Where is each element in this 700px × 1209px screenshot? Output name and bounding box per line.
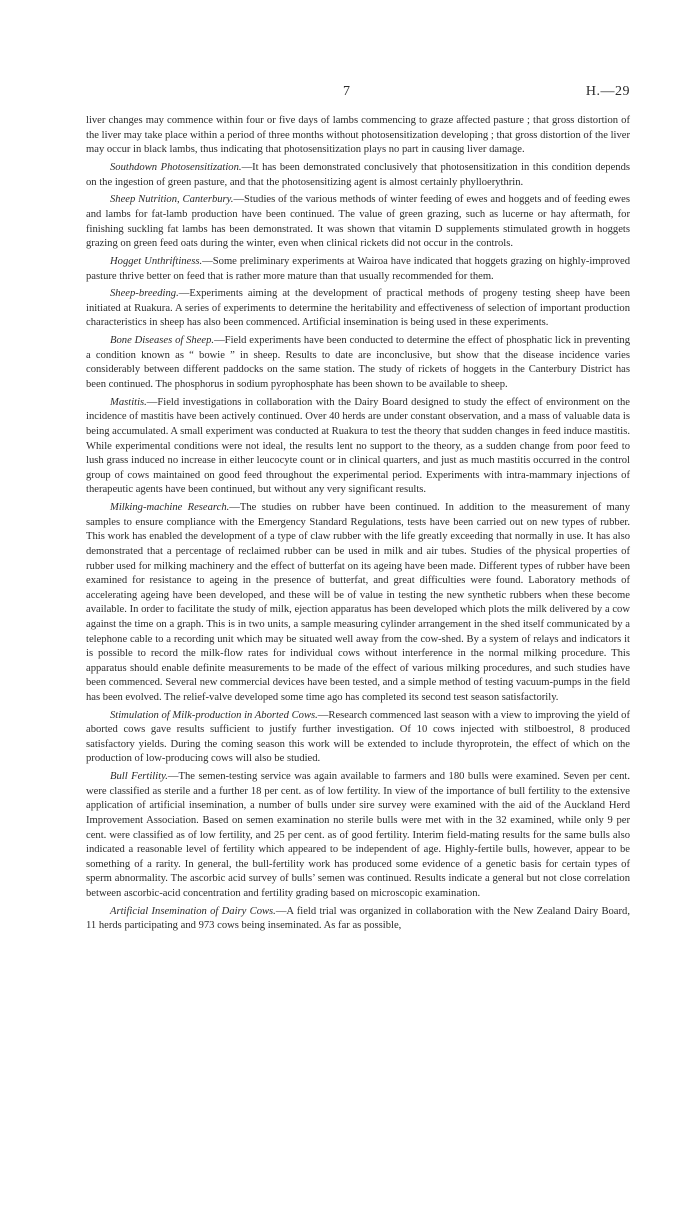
section-heading: Mastitis. (110, 396, 147, 408)
paragraph-text: —Studies of the various methods of winter feeding of ewes and hoggets and of feeding ewes and lambs for fat-lamb production have been continued. The value of green grazing, such as lucerne or hay aftermath, for finishing suckling fat lambs has been demonstrated. It was shown that vitamin D supplements stimulated growth in hoggets grazing on green feed oats during the winter, even when clinical rickets did not occur in the controls. (86, 194, 630, 250)
section-heading: Milking-machine Research. (110, 502, 230, 514)
paragraph-southdown-photosensitization (86, 161, 630, 190)
section-heading: Sheep Nutrition, Canterbury. (110, 194, 234, 206)
paragraph-bone-diseases (86, 334, 630, 392)
paragraph-sheep-breeding (86, 287, 630, 331)
paragraph-sheep-nutrition (86, 193, 630, 251)
paragraph-text: —The studies on rubber have been continued. In addition to the measurement of many samples to ensure compliance with the Emergency Standard Regulations, tests have been carried out on new types of rubber. This work has enabled the development of a type of claw rubber with the life greatly exceeding that normally in use. It has also demonstrated that a percentage of reclaimed rubber can be used in milk and air tubes. Studies of the physical properties of rubber used for milking machinery and the effect of butterfat on its ageing have been made. Different types of rubber have been examined for resistance to ageing in the presence of butterfat, and great difficulties were found. Laboratory methods of accelerating ageing have been developed, and these will be of value in testing the new synthetic rubbers when these become available. In order to facilitate the study of milk, ejection apparatus has been developed which plots the milk delivered by a cow against the time on a graph. This is in two units, a sample measuring cylinder arrangement in the shed itself communicated by a telephone cable to a recording unit which may be situated well away from the cow-shed. By a system of relays and indicators it is possible to record the milk-flow rates for individual cows without interference in the normal milking procedure. This apparatus should enable definite measurements to be made of the effect of various milking procedures, and such studies have been commenced. Several new commercial devices have been tested, and a simple method of testing vacuum-pumps in the field has been evolved. The relief-valve developed some time ago has completed its second test season satisfactorily. (86, 502, 630, 703)
paragraph-milk-production-aborted-cows (86, 709, 630, 767)
section-heading: Bull Fertility. (110, 771, 168, 783)
section-heading: Sheep-breeding. (110, 288, 179, 300)
paragraph-liver-changes (86, 114, 630, 158)
paragraph-text: —A field trial was organized in collaboration with the New Zealand Dairy Board, 11 herds participating and 973 cows being inseminated. As far as possible, (86, 905, 630, 932)
paragraph-text: —It has been demonstrated conclusively that photosensitization in this condition depends on the ingestion of green pasture, and that the photosensitizing agent is almost certainly phylloerythrin. (86, 161, 630, 188)
section-heading: Southdown Photosensitization. (110, 161, 242, 173)
paragraph-hogget-unthriftiness (86, 255, 630, 284)
document-reference: H.—29 (585, 84, 630, 99)
section-heading: Artificial Insemination of Dairy Cows. (110, 905, 276, 917)
paragraph-bull-fertility (86, 770, 630, 901)
section-heading: Bone Diseases of Sheep. (110, 335, 215, 347)
paragraph-milking-machine-research (86, 501, 630, 705)
paragraph-mastitis (86, 396, 630, 498)
page-header (0, 84, 700, 104)
page-number: 7 (343, 84, 350, 99)
paragraph-text: —Some preliminary experiments at Wairoa have indicated that hoggets grazing on highly-improved pasture thrive better on feed that is rather more mature than that usually recommended for them. (86, 255, 630, 282)
section-heading: Stimulation of Milk-production in Aborted Cows. (110, 709, 318, 721)
paragraph-artificial-insemination (86, 905, 630, 934)
paragraph-text: liver changes may commence within four or five days of lambs commencing to graze affected pasture ; that gross distortion of the liver may take place within a period of three months without photosensitization developing ; that gross distortion of the liver may occur in black lambs, thus indicating that photosensitization plays no part in causing liver damage. (86, 115, 630, 156)
paragraph-text: —Field investigations in collaboration with the Dairy Board designed to study the effect of environment on the incidence of mastitis have been actively continued. Over 40 herds are under constant observation, and a mass of valuable data is being accumulated. A small experiment was conducted at Ruakura to test the theory that sudden changes in feed induce mastitis. While experimental conditions were not ideal, the results lent no support to the theory, as a sudden change from poor feed to lush grass induced no increase in either leucocyte count or in clinical quarters, and just as much mastitis occurred in the control group of cows maintained on good feed throughout the experimental period. Experiments with intra-mammary injections of therapeutic agents have been continued, but without any very significant results. (86, 396, 630, 496)
section-heading: Hogget Unthriftiness. (110, 255, 203, 267)
paragraph-text: —Experiments aiming at the development of practical methods of progeny testing sheep have been initiated at Ruakura. A series of experiments to determine the heritability and effectiveness of selection of important production characteristics in sheep has also been commenced. Artificial insemination is being used in these experiments. (86, 288, 630, 329)
body-text (86, 114, 630, 937)
paragraph-text: —The semen-testing service was again available to farmers and 180 bulls were examined. Seven per cent. were classified as sterile and a further 18 per cent. as of low fertility. In view of the importance of bull fertility to the extensive application of artificial insemination, a number of bulls under sire survey were examined with the aid of the Auckland Herd Improvement Association. Based on semen examination no sterile bulls were met with in the 32 examined, while only 9 per cent. were classified as of low fertility, and 25 per cent. as of good fertility. Interim field-mating results for the same bulls also indicated a reasonable level of fertility which appeared to be independent of age. Highly-fertile bulls, however, appear to be something of a rarity. In general, the bull-fertility work has produced some evidence of a genetic basis for certain types of sperm abnormality. The ascorbic acid survey of bulls’ semen was continued. Results indicate a general but not close correlation between ascorbic-acid concentration and fertility grading based on microscopic examination. (86, 771, 630, 899)
paragraph-text: —Research commenced last season with a view to improving the yield of aborted cows gave results sufficient to justify further investigation. Of 10 cows injected with stilboestrol, 8 produced satisfactory yields. During the coming season this work will be extended to include thyroprotein, the effect of which on the production of low-producing cows will also be studied. (86, 709, 630, 765)
paragraph-text: —Field experiments have been conducted to determine the effect of phosphatic lick in preventing a condition known as “ bowie ” in sheep. Results to date are inconclusive, but show that the disease incidence varies considerably between different paddocks on the same station. The study of rickets of hoggets in the Canterbury District has been continued. The phosphorus in sodium pyrophosphate has been shown to be available to sheep. (86, 335, 630, 391)
